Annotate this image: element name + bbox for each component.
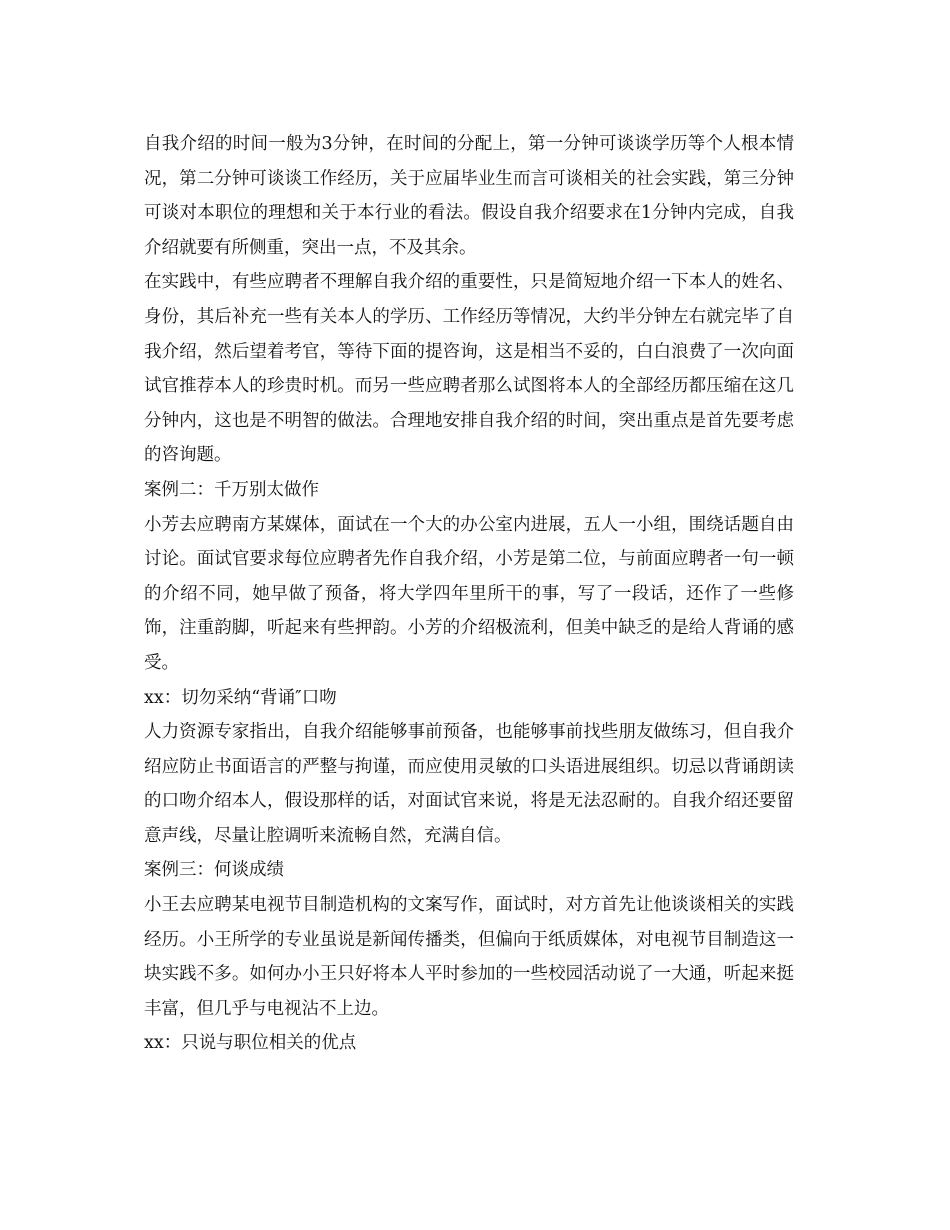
paragraph-intro-timing: 自我介绍的时间一般为3分钟，在时间的分配上，第一分钟可谈谈学历等个人根本情况，第二分钟可谈谈工作经历，关于应届毕业生而言可谈相关的社会实践，第三分钟可谈对本职位的理想和关于本行业的看法。假设自我介绍要求在1分钟内完成，自我介绍就要有所侧重，突出一点，不及其余。 [144,134,794,258]
heading-tip-recite: xx：切勿采纳“背诵″口吻 [144,687,337,708]
paragraph-practice: 在实践中，有些应聘者不理解自我介绍的重要性，只是简短地介绍一下本人的姓名、身份，其后补充一些有关本人的学历、工作经历等情况，大约半分钟左右就完毕了自我介绍，然后望着考官，等待下面的提咨询，这是相当不妥的，白白浪费了一次向面试官推荐本人的珍贵时机。而另一些应聘者那么试图将本人的全部经历都压缩在这几分钟内，这也是不明智的做法。合理地安排自我介绍的时间，突出重点是首先要考虑的咨询题。 [144,272,794,466]
paragraph-case-three: 小王去应聘某电视节目制造机构的文案写作，面试时，对方首先让他谈谈相关的实践经历。小王所学的专业虽说是新闻传播类，但偏向于纸质媒体，对电视节目制造这一块实践不多。如何办小王只好将本人平时参加的一些校园活动说了一大通，听起来挺丰富，但几乎与电视沾不上边。 [144,895,794,1019]
document-body [144,127,794,1061]
paragraph-case-two: 小芳去应聘南方某媒体，面试在一个大的办公室内进展，五人一小组，围绕话题自由讨论。面试官要求每位应聘者先作自我介绍，小芳是第二位，与前面应聘者一句一顿的介绍不同，她早做了预备，将大学四年里所干的事，写了一段话，还作了一些修饰，注重韵脚，听起来有些押韵。小芳的介绍极流利，但美中缺乏的是给人背诵的感受。 [144,514,794,673]
heading-tip-relevant: xx：只说与职位相关的优点 [144,1033,357,1054]
heading-case-three: 案例三：何谈成绩 [144,860,284,881]
paragraph-tip-recite: 人力资源专家指出，自我介绍能够事前预备，也能够事前找些朋友做练习，但自我介绍应防止书面语言的严整与拘谨，而应使用灵敏的口头语进展组织。切忌以背诵朗读的口吻介绍本人，假设那样的话，对面试官来说，将是无法忍耐的。自我介绍还要留意声线，尽量让腔调听来流畅自然，充满自信。 [144,722,794,846]
heading-case-two: 案例二：千万别太做作 [144,479,319,500]
